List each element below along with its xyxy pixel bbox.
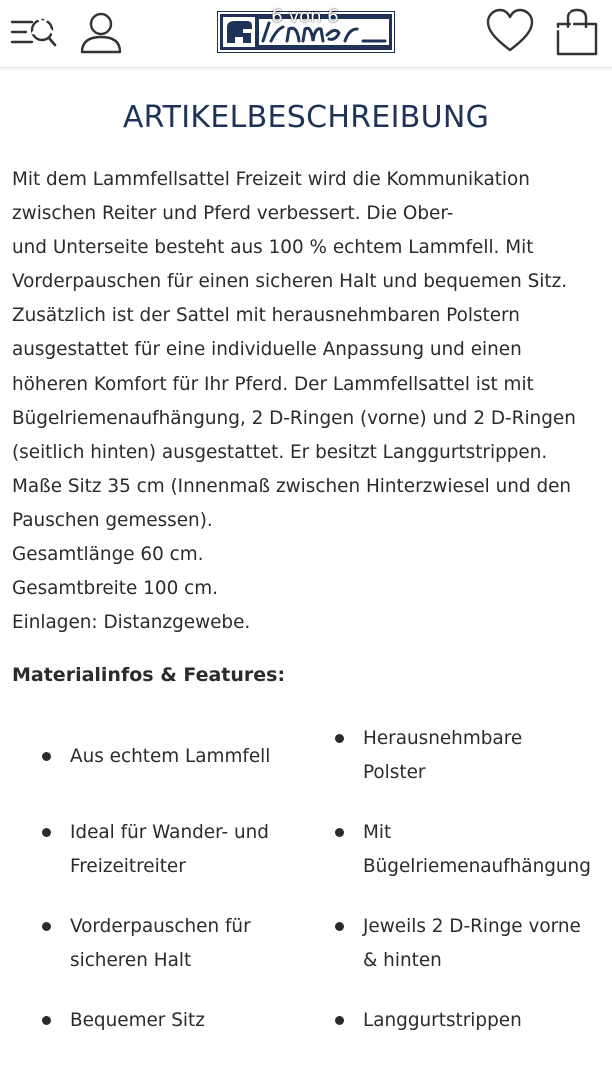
feature-item — [70, 1004, 205, 1038]
close-icon[interactable] — [28, 8, 58, 38]
feature-text: & hinten — [363, 950, 442, 971]
bullet-icon — [335, 734, 344, 743]
description-line: Pauschen gemessen). — [12, 509, 213, 531]
bullet-icon — [335, 828, 344, 837]
feature-text: sicheren Halt — [70, 950, 192, 971]
bullet-icon — [42, 922, 51, 931]
feature-text: Ideal für Wander- und — [70, 822, 269, 843]
feature-text: Freizeitreiter — [70, 856, 186, 877]
feature-text: Bequemer Sitz — [70, 1010, 205, 1031]
description-line: (seitlich hinten) ausgestattet. Er besitzt Langgurtstrippen. — [12, 441, 548, 463]
feature-item — [363, 910, 581, 978]
bullet-icon — [335, 1016, 344, 1025]
top-navigation-bar — [0, 0, 612, 68]
feature-item — [70, 740, 270, 774]
feature-text: Aus echtem Lammfell — [70, 746, 271, 767]
feature-text: Langgurtstrippen — [363, 1010, 522, 1031]
feature-text: Jeweils 2 D-Ringe vorne — [363, 916, 581, 937]
description-line: Maße Sitz 35 cm (Innenmaß zwischen Hinterzwiesel und den — [12, 475, 572, 497]
description-line: Mit dem Lammfellsattel Freizeit wird die Kommunikation — [12, 169, 530, 190]
feature-item — [363, 816, 591, 884]
description-line: Einlagen: Distanzgewebe. — [12, 612, 251, 634]
feature-text: Vorderpauschen für — [70, 916, 251, 937]
description-line: Vorderpauschen für einen sicheren Halt und bequemen Sitz. — [12, 271, 568, 293]
description-line: Zusätzlich ist der Sattel mit herausnehmbaren Polstern — [12, 305, 520, 327]
feature-text: Mit — [363, 822, 392, 843]
feature-item — [363, 1004, 522, 1038]
feature-item — [70, 816, 269, 884]
bullet-icon — [42, 1016, 51, 1025]
description-line: Bügelriemenaufhängung, 2 D-Ringen (vorne) und 2 D-Ringen — [12, 407, 576, 429]
description-line: Gesamtbreite 100 cm. — [12, 578, 218, 600]
bullet-icon — [335, 922, 344, 931]
description-line: höheren Komfort für Ihr Pferd. Der Lammfellsattel ist mit — [12, 373, 534, 395]
description-line: und Unterseite besteht aus 100 % echtem Lammfell. Mit — [12, 237, 534, 259]
section-title: ARTIKELBESCHREIBUNG — [122, 100, 490, 135]
bullet-icon — [42, 752, 51, 761]
features-heading: Materialinfos & Features: — [12, 664, 286, 686]
account-icon[interactable] — [78, 10, 124, 54]
feature-text: Polster — [363, 762, 426, 783]
description-line: Gesamtlänge 60 cm. — [12, 544, 204, 566]
description-line: ausgestattet für eine individuelle Anpassung und einen — [12, 339, 522, 361]
wishlist-icon[interactable] — [486, 8, 534, 54]
feature-text: Bügelriemenaufhängung — [363, 856, 591, 877]
description-line: zwischen Reiter und Pferd verbessert. Die Ober- — [12, 203, 454, 225]
feature-item — [70, 910, 251, 978]
bullet-icon — [42, 828, 51, 837]
feature-text: Herausnehmbare — [363, 728, 523, 749]
share-icon[interactable] — [548, 2, 578, 32]
feature-item — [363, 722, 522, 790]
gallery-counter: 6 von 6 — [271, 6, 339, 27]
article-description — [12, 163, 608, 640]
